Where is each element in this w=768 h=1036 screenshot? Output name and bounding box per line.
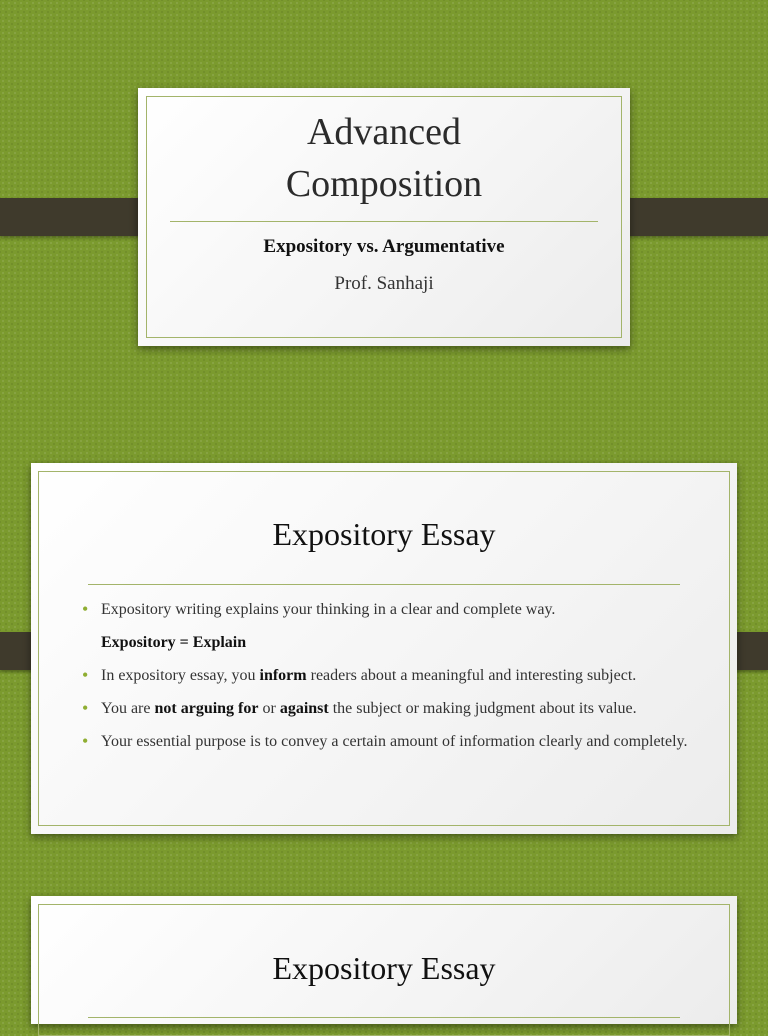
bold-text: inform: [259, 667, 307, 684]
content-slide: [31, 896, 737, 1024]
bullet-text: the subject or making judgment about its value.: [328, 700, 637, 717]
slide-subtitle: Expository vs. Argumentative: [263, 236, 505, 257]
bullet-text: You are: [101, 700, 155, 717]
slide-title: Expository Essay: [272, 516, 496, 552]
list-item: [79, 731, 719, 753]
list-item: [79, 665, 719, 687]
content-slide: [31, 463, 737, 834]
title-line-1: Advanced: [306, 111, 462, 153]
right-band: [613, 198, 768, 236]
bullet-text: or: [258, 700, 280, 717]
bullet-text: Your essential purpose is to convey a certain amount of information clearly and completely.: [101, 733, 688, 750]
bold-text: not arguing for: [154, 700, 259, 717]
slide-author: Prof. Sanhaji: [334, 273, 434, 294]
title-line-2: Composition: [285, 163, 483, 205]
list-item: [79, 632, 719, 654]
title-divider: [170, 221, 598, 222]
title-divider: [88, 1017, 680, 1018]
bullet-text: In expository essay, you: [101, 667, 260, 684]
title-slide: [138, 88, 630, 346]
bullet-list: [79, 599, 719, 764]
list-item: [79, 698, 719, 720]
slide-title: Expository Essay: [272, 950, 496, 986]
bullet-text: readers about a meaningful and interesting subject.: [306, 667, 637, 684]
title-divider: [88, 584, 680, 585]
left-band: [0, 198, 156, 236]
list-item: [79, 599, 719, 621]
bullet-text: Expository writing explains your thinking in a clear and complete way.: [101, 601, 556, 618]
bold-text: against: [279, 700, 329, 717]
bullet-text: Expository = Explain: [101, 634, 247, 651]
